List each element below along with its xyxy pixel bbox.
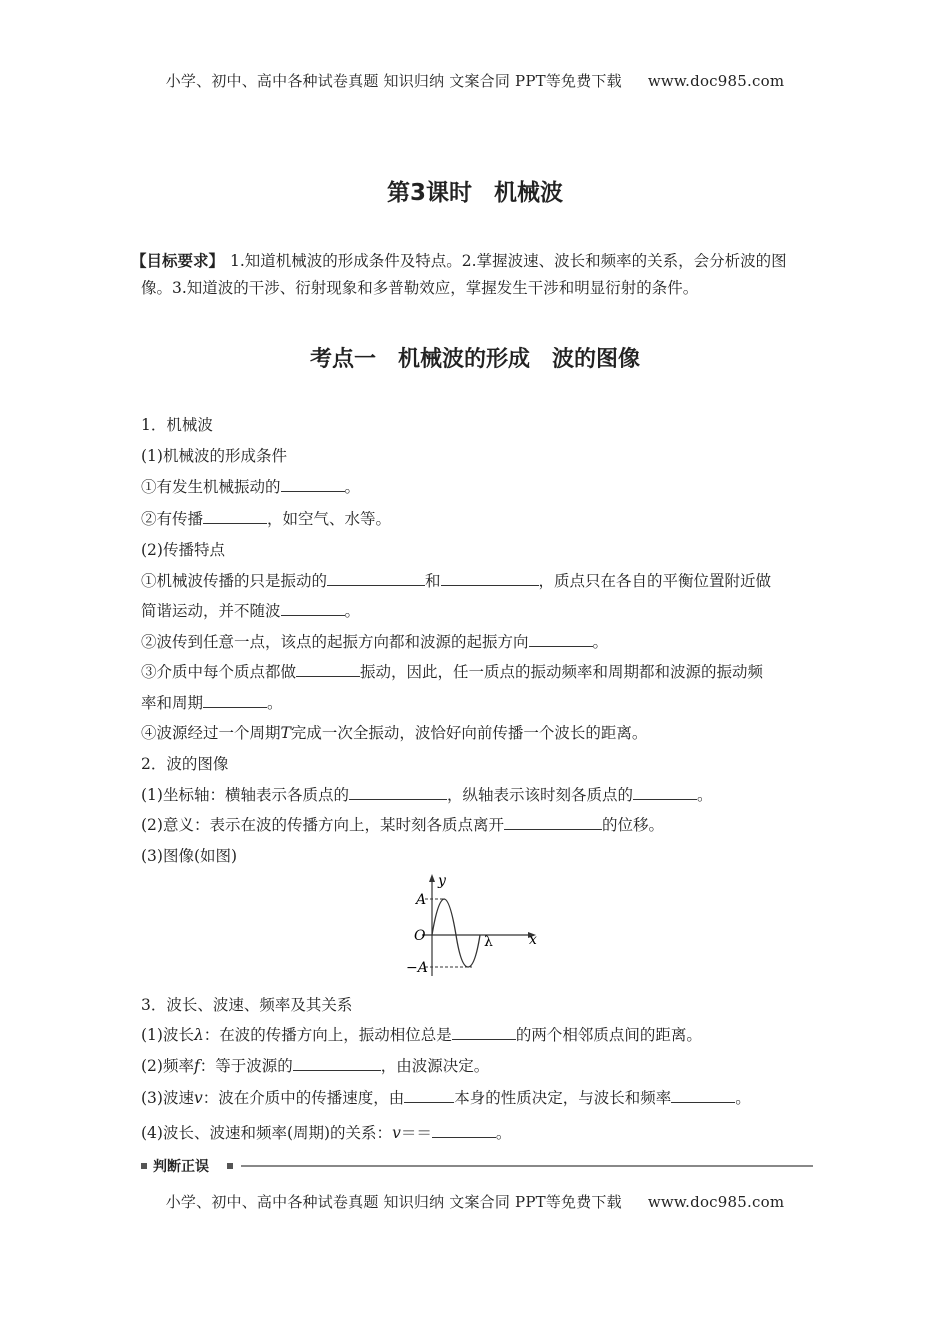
item-s1-2a-cont: 简谐运动，并不随波 。 xyxy=(141,598,813,625)
item-s1-2d: ④波源经过一个周期T完成一次全振动，波恰好向前传播一个波长的距离。 xyxy=(141,724,648,742)
item-s3-4: (4)波长、波速和频率(周期)的关系：v＝＝ 。 xyxy=(141,1120,813,1147)
judge-divider xyxy=(141,1156,813,1176)
fill-blank[interactable] xyxy=(441,568,539,586)
fill-blank[interactable] xyxy=(293,1053,381,1071)
subheading-s1-1: (1)机械波的形成条件 xyxy=(141,447,287,465)
fill-blank[interactable] xyxy=(281,474,345,492)
divider-line xyxy=(241,1165,813,1167)
judge-label: 判断正误 xyxy=(153,1159,209,1175)
goals-tag: 【目标要求】 xyxy=(131,252,225,270)
goals-block xyxy=(131,248,813,302)
wave-graph xyxy=(400,872,550,980)
item-s1-2c: ③介质中每个质点都做 振动，因此，任一质点的振动频率和周期都和波源的振动频 xyxy=(141,659,813,686)
neg-amplitude-label: −A xyxy=(406,960,428,976)
fill-blank[interactable] xyxy=(633,782,697,800)
title-topic: 机械波 xyxy=(494,180,563,206)
fill-blank[interactable] xyxy=(452,1022,516,1040)
item-s3-2: (2)频率f：等于波源的 ，由波源决定。 xyxy=(141,1053,813,1080)
fill-blank[interactable] xyxy=(504,812,602,830)
fill-blank[interactable] xyxy=(327,568,425,586)
item-s1-2c-cont: 率和周期 。 xyxy=(141,690,813,717)
page-footer xyxy=(0,1191,950,1212)
footer-text: 小学、初中、高中各种试卷真题 知识归纳 文案合同 PPT等免费下载 xyxy=(165,1193,622,1211)
fill-blank[interactable] xyxy=(432,1120,496,1138)
fill-blank[interactable] xyxy=(349,782,447,800)
page-header xyxy=(0,70,950,91)
item-s3-1: (1)波长λ：在波的传播方向上，振动相位总是 的两个相邻质点间的距离。 xyxy=(141,1022,813,1049)
footer-site[interactable]: www.doc985.com xyxy=(647,1193,785,1211)
section-heading xyxy=(0,342,950,373)
heading-s3: 3．波长、波速、频率及其关系 xyxy=(141,996,353,1014)
fill-blank[interactable] xyxy=(203,690,267,708)
axis-x-label: x xyxy=(529,932,537,948)
fill-blank[interactable] xyxy=(203,506,267,524)
amplitude-label: A xyxy=(416,892,427,908)
axis-y-label: y xyxy=(438,873,446,889)
header-site[interactable]: www.doc985.com xyxy=(647,72,785,90)
bullet-square-icon xyxy=(227,1163,233,1169)
subheading-s1-2: (2)传播特点 xyxy=(141,541,225,559)
section-number: 考点一 xyxy=(309,347,376,372)
fill-blank[interactable] xyxy=(529,629,593,647)
item-s2-1: (1)坐标轴：横轴表示各质点的 ，纵轴表示该时刻各质点的 。 xyxy=(141,782,813,809)
heading-s2: 2．波的图像 xyxy=(141,755,229,773)
wavelength-label: λ xyxy=(484,934,493,950)
fill-blank[interactable] xyxy=(671,1085,735,1103)
fill-blank[interactable] xyxy=(296,659,360,677)
item-s2-2: (2)意义：表示在波的传播方向上，某时刻各质点离开 的位移。 xyxy=(141,812,813,839)
section-title: 机械波的形成 波的图像 xyxy=(398,347,641,372)
origin-label: O xyxy=(414,928,426,944)
item-s1-2a: ①机械波传播的只是振动的 和 ，质点只在各自的平衡位置附近做 xyxy=(141,568,813,595)
item-s1-1b: ②有传播 ，如空气、水等。 xyxy=(141,506,813,533)
item-s1-2b: ②波传到任意一点，该点的起振方向都和波源的起振方向 。 xyxy=(141,629,813,656)
page-title xyxy=(0,174,950,207)
item-s1-1a: ①有发生机械振动的 。 xyxy=(141,474,813,501)
heading-s1: 1．机械波 xyxy=(141,416,213,434)
item-s2-3: (3)图像(如图) xyxy=(141,847,238,865)
title-lesson: 第3课时 xyxy=(386,180,472,206)
goals-text: 1.知道机械波的形成条件及特点。2.掌握波速、波长和频率的关系，会分析波的图像。3.知道波的干涉、衍射现象和多普勒效应，掌握发生干涉和明显衍射的条件。 xyxy=(141,252,787,297)
header-text: 小学、初中、高中各种试卷真题 知识归纳 文案合同 PPT等免费下载 xyxy=(165,72,622,90)
bullet-square-icon xyxy=(141,1163,147,1169)
fill-blank[interactable] xyxy=(281,598,345,616)
item-s3-3: (3)波速v：波在介质中的传播速度，由 本身的性质决定，与波长和频率 。 xyxy=(141,1085,813,1112)
fill-blank[interactable] xyxy=(404,1085,454,1103)
